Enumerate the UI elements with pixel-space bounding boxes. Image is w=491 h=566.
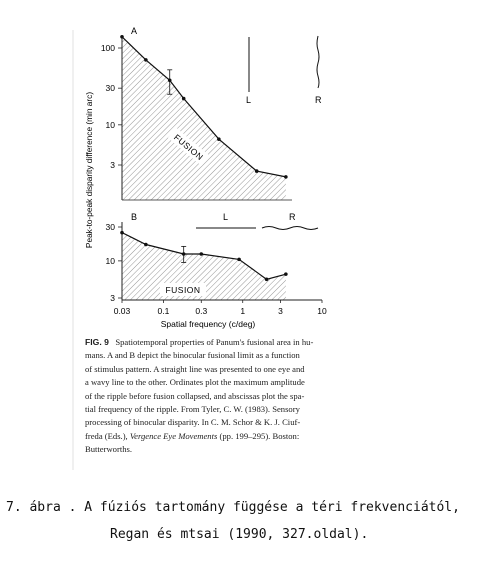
x-tick-label: 0.3: [195, 306, 208, 316]
caption-line-8: freda (Eds.),: [85, 430, 130, 441]
panel-b-data-point: [237, 258, 241, 262]
caption-line-3: of stimulus pattern. A straight line was presented to one eye and: [85, 363, 305, 374]
caption-line-4: a wavy line to the other. Ordinates plot the maximum amplitude: [85, 377, 305, 388]
panel-b-data-point: [199, 252, 203, 256]
x-tick-label: 10: [317, 306, 327, 316]
panel-a-wavy-line-stimulus: [317, 36, 319, 88]
panel-b-fusion-label-group: [160, 283, 206, 296]
panel-b-data-point: [144, 243, 148, 247]
panel-b-fusion-label: FUSION: [165, 285, 201, 295]
panel-a-data-point: [120, 35, 124, 39]
x-tick-label: 1: [240, 306, 246, 316]
panel-a-data-point: [182, 97, 186, 101]
panel-b-ytick-label: 30: [105, 222, 115, 232]
x-tick-label: 0.1: [157, 306, 170, 316]
caption-line-7: processing of binocular disparity. In C. M. Schor & K. J. Ciuf-: [85, 417, 301, 428]
caption-line-6: tial frequency of the ripple. From Tyler, C. W. (1983). Sensory: [85, 404, 300, 415]
panel-b-ytick-label: 10: [105, 255, 115, 266]
caption-fig-label: FIG. 9: [85, 337, 109, 347]
x-tick-label: 3: [278, 306, 283, 316]
panel-a-eye-label-r: R: [315, 95, 322, 105]
panel-a-ytick-label: 100: [100, 43, 115, 53]
caption-book-title: Vergence Eye Movements: [129, 430, 218, 441]
caption-line-2: mans. A and B depict the binocular fusional limit as a function: [85, 350, 300, 361]
panel-b-label: B: [131, 212, 138, 222]
panel-a-data-point: [217, 137, 221, 141]
caption-line-5: of the ripple before fusion collapsed, and abscissas plot the spa-: [85, 390, 305, 401]
panel-a-data-point: [255, 169, 259, 173]
panel-a-label: A: [131, 26, 138, 36]
panel-b-data-point: [265, 278, 269, 282]
panel-a-ytick-label: 30: [105, 83, 115, 94]
panel-b-data-point: [284, 272, 288, 276]
footer-line-2: Regan és mtsai (1990, 327.oldal).: [110, 527, 369, 542]
panel-b-ytick-label: 3: [110, 293, 115, 303]
panel-a-ytick-label: 3: [110, 160, 115, 170]
panel-a-eye-label-l: L: [246, 95, 252, 105]
panel-a-ytick-label: 10: [105, 119, 115, 130]
panel-a-fusion-label: FUSION: [171, 132, 206, 163]
panel-b-eye-label-r: R: [289, 212, 296, 222]
panel-a: [84, 26, 322, 248]
caption-line-9: Butterworths.: [85, 444, 133, 455]
panel-a-data-point: [284, 175, 288, 179]
panel-b-eye-label-l: L: [223, 212, 229, 222]
figure-caption: [85, 336, 385, 457]
panel-b-data-point: [120, 231, 124, 235]
footer-line-1: 7. ábra . A fúziós tartomány függése a téri frekvenciától,: [6, 500, 460, 515]
caption-line-1: Spatiotemporal properties of Panum's fusional area in hu-: [115, 337, 314, 347]
x-axis-title: Spatial frequency (c/deg): [160, 319, 256, 329]
panel-b: [106, 212, 327, 329]
panel-b-wavy-line-stimulus: [262, 227, 318, 230]
x-tick-label: 0.03: [113, 306, 131, 316]
panel-a-data-point: [144, 58, 148, 62]
caption-line-8b: (pp. 199–295). Boston:: [217, 430, 300, 441]
y-axis-title: Peak-to-peak disparity difference (min arc): [84, 91, 94, 249]
